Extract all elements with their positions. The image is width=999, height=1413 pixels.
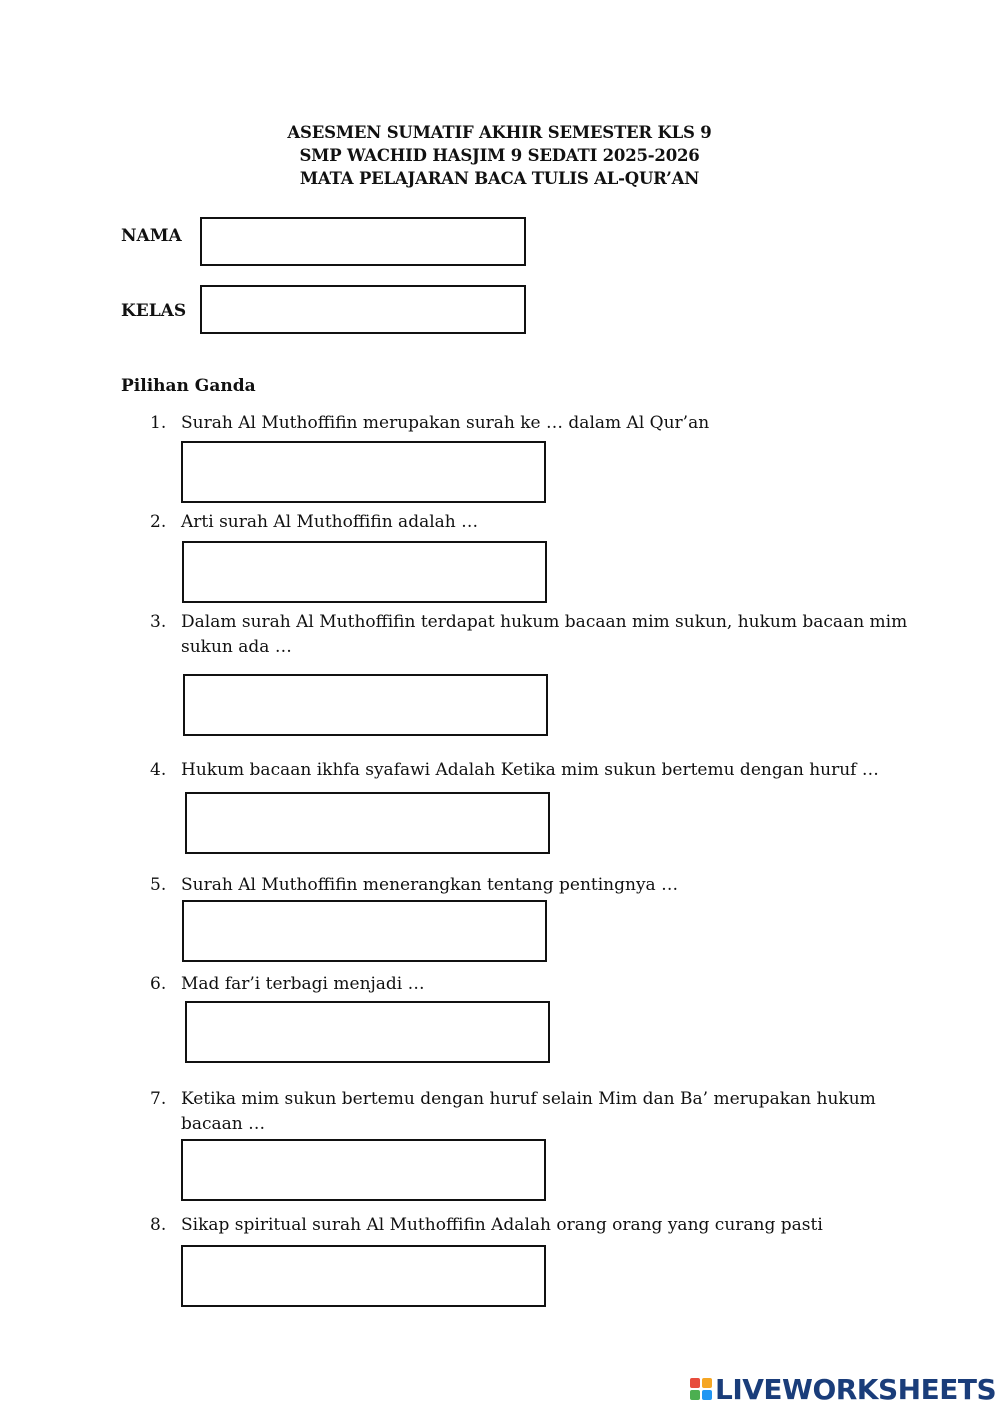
kelas-label: KELAS bbox=[121, 301, 187, 321]
document-title-line-1: ASESMEN SUMATIF AKHIR SEMESTER KLS 9 bbox=[287, 123, 712, 142]
logo-square bbox=[690, 1390, 700, 1400]
answer-box-2[interactable] bbox=[182, 541, 547, 603]
question-text: Hukum bacaan ikhfa syafawi Adalah Ketika mim sukun bertemu dengan huruf … bbox=[181, 760, 879, 780]
nama-input[interactable] bbox=[200, 217, 526, 266]
question-number: 5. bbox=[150, 875, 167, 895]
document-title-line-2: SMP WACHID HASJIM 9 SEDATI 2025-2026 bbox=[299, 146, 700, 165]
answer-box-3[interactable] bbox=[183, 674, 548, 736]
nama-label: NAMA bbox=[121, 226, 182, 246]
question-text: Mad far’i terbagi menjadi … bbox=[181, 974, 425, 994]
question-text: Sikap spiritual surah Al Muthoffifin Adalah orang orang yang curang pasti bbox=[181, 1215, 823, 1235]
document-title-line-3: MATA PELAJARAN BACA TULIS AL-QUR’AN bbox=[299, 169, 700, 188]
question-number: 1. bbox=[150, 413, 167, 433]
section-title: Pilihan Ganda bbox=[121, 376, 256, 396]
logo-squares-icon bbox=[690, 1378, 712, 1400]
question-number: 2. bbox=[150, 512, 167, 532]
question-text: Dalam surah Al Muthoffifin terdapat hukum bacaan mim sukun, hukum bacaan mim bbox=[181, 612, 908, 632]
question-text: Surah Al Muthoffifin merupakan surah ke … dalam Al Qur’an bbox=[181, 413, 710, 433]
question-number: 8. bbox=[150, 1215, 167, 1235]
answer-box-6[interactable] bbox=[185, 1001, 550, 1063]
question-text: Arti surah Al Muthoffifin adalah … bbox=[181, 512, 479, 532]
question-text-continued: sukun ada … bbox=[181, 637, 292, 657]
answer-box-8[interactable] bbox=[181, 1245, 546, 1307]
question-text: Ketika mim sukun bertemu dengan huruf selain Mim dan Ba’ merupakan hukum bbox=[181, 1089, 876, 1109]
answer-box-5[interactable] bbox=[182, 900, 547, 962]
question-number: 7. bbox=[150, 1089, 167, 1109]
answer-box-1[interactable] bbox=[181, 441, 546, 503]
question-number: 6. bbox=[150, 974, 167, 994]
question-text: Surah Al Muthoffifin menerangkan tentang pentingnya … bbox=[181, 875, 679, 895]
logo-text: LIVEWORKSHEETS bbox=[715, 1372, 997, 1406]
answer-box-4[interactable] bbox=[185, 792, 550, 854]
question-text-continued: bacaan … bbox=[181, 1114, 266, 1134]
answer-box-7[interactable] bbox=[181, 1139, 546, 1201]
logo-square bbox=[702, 1378, 712, 1388]
liveworksheets-logo bbox=[690, 1372, 996, 1406]
logo-square bbox=[690, 1378, 700, 1388]
kelas-input[interactable] bbox=[200, 285, 526, 334]
question-number: 3. bbox=[150, 612, 167, 632]
logo-square bbox=[702, 1390, 712, 1400]
question-number: 4. bbox=[150, 760, 167, 780]
